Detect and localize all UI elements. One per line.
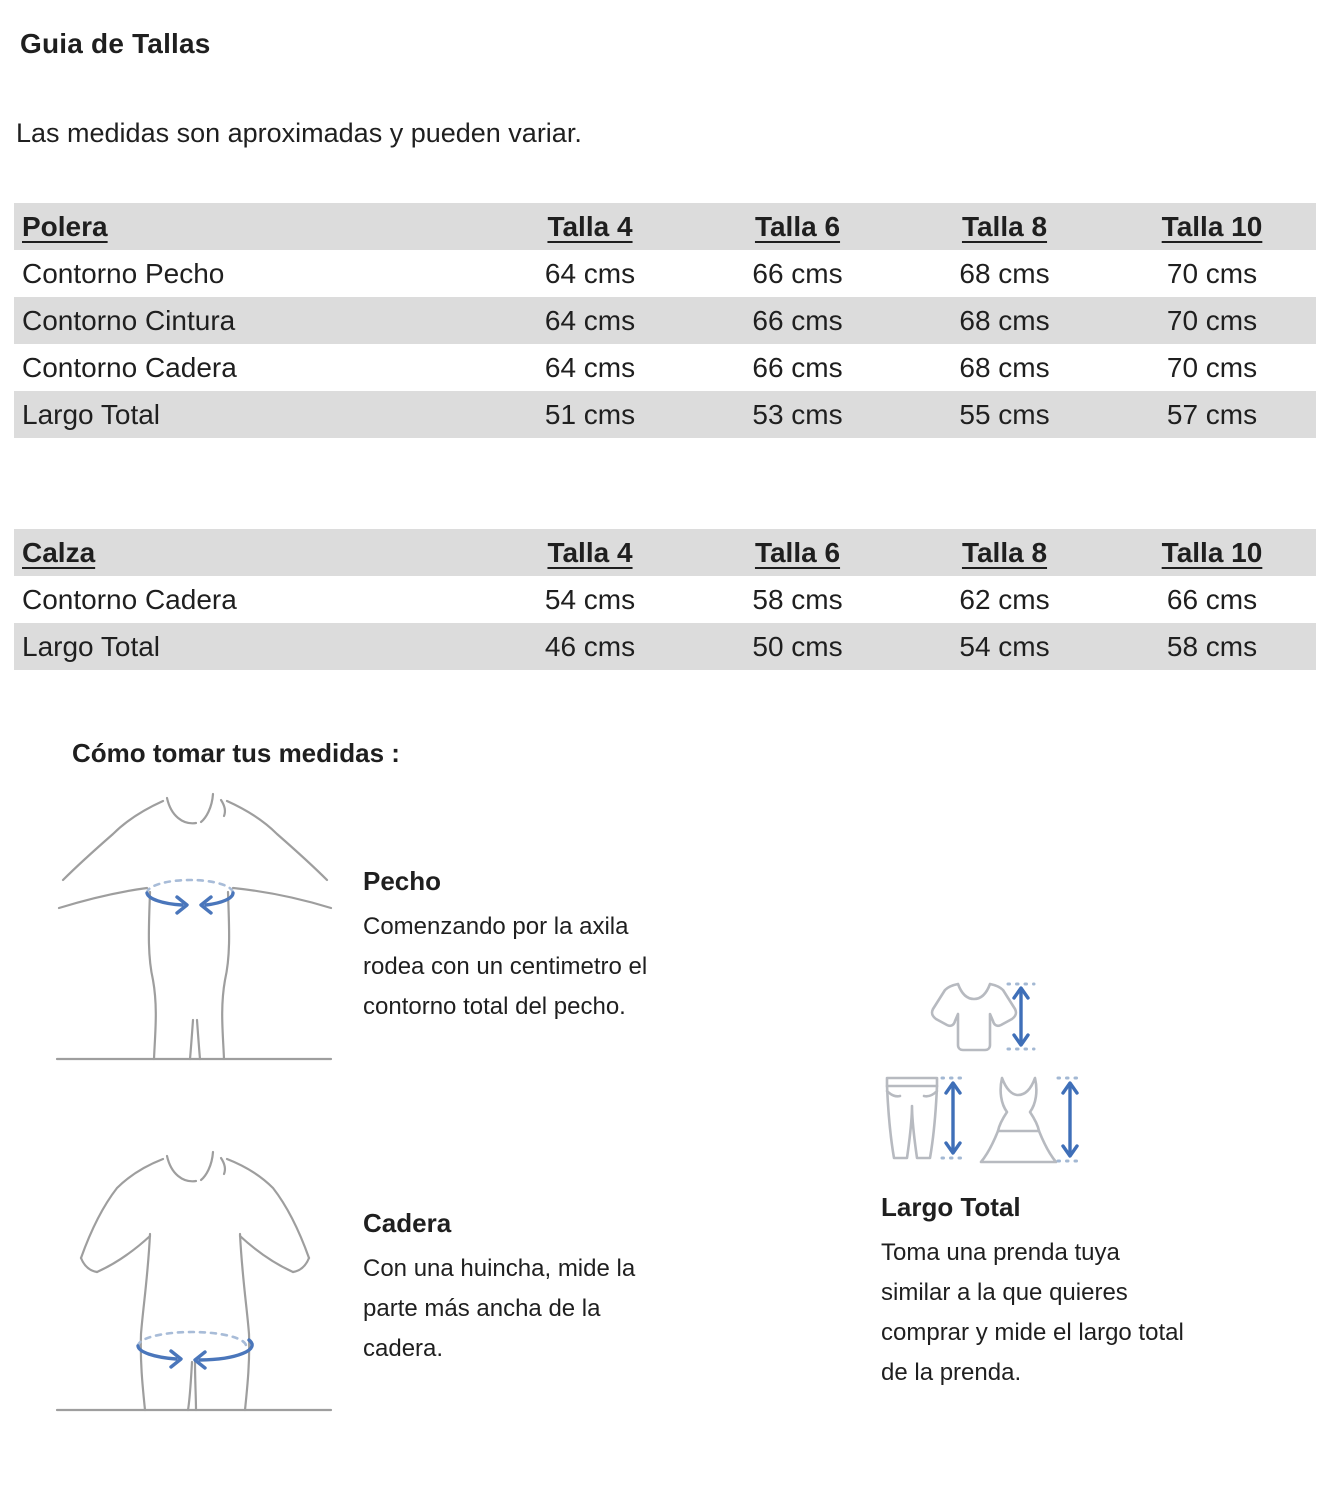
cell-value: 68 cms [959, 257, 1050, 289]
cell-value: 66 cms [752, 257, 843, 289]
largo-total-title: Largo Total [881, 1192, 1021, 1222]
chest-tape-ellipse [147, 880, 233, 913]
cell-value: 57 cms [1166, 398, 1258, 430]
pecho-text-line: Comenzando por la axila [363, 913, 629, 940]
hip-measure-diagram [55, 1148, 335, 1416]
cadera-title: Cadera [363, 1208, 452, 1238]
cadera-text-line: Con una huincha, mide la [363, 1255, 636, 1282]
table-row [14, 391, 1316, 438]
pecho-text-line: contorno total del pecho. [363, 993, 626, 1020]
cell-value: 70 cms [1166, 351, 1258, 383]
row-label: Contorno Pecho [22, 257, 225, 289]
cell-value: 64 cms [544, 257, 636, 289]
tshirt-icon [932, 984, 1016, 1050]
col-header-talla-4: Talla 4 [547, 536, 633, 568]
col-header-talla-6: Talla 6 [754, 210, 841, 242]
table-row [14, 297, 1316, 344]
table-row [14, 250, 1316, 297]
col-header-talla-6: Talla 6 [754, 536, 841, 568]
cell-value: 55 cms [959, 398, 1050, 430]
row-label: Contorno Cadera [22, 351, 237, 383]
cell-value: 64 cms [544, 304, 636, 336]
cell-value: 51 cms [544, 398, 636, 430]
row-label: Largo Total [22, 398, 161, 430]
intro-text: Las medidas son aproximadas y pueden variar. [16, 118, 582, 148]
cadera-section [363, 1208, 733, 1369]
dress-length-arrow [1058, 1078, 1082, 1161]
calza-size-table [14, 529, 1316, 670]
cell-value: 53 cms [752, 398, 843, 430]
table-row [14, 576, 1316, 623]
cell-value: 70 cms [1166, 304, 1258, 336]
row-label: Contorno Cadera [22, 583, 237, 615]
cell-value: 68 cms [959, 304, 1050, 336]
row-label: Contorno Cintura [22, 304, 236, 336]
pecho-title: Pecho [363, 866, 442, 896]
cell-value: 54 cms [544, 583, 636, 615]
col-header-talla-8: Talla 8 [961, 536, 1048, 568]
calza-header-row [14, 529, 1316, 576]
cell-value: 46 cms [544, 630, 636, 662]
garment-length-icons [870, 965, 1090, 1200]
dress-icon [981, 1078, 1056, 1162]
cell-value: 58 cms [1166, 630, 1258, 662]
largo-text-line: de la prenda. [881, 1359, 1022, 1386]
page-title: Guia de Tallas [20, 28, 211, 59]
chest-measure-diagram [55, 792, 335, 1070]
tshirt-length-arrow [1008, 984, 1034, 1049]
col-header-talla-4: Talla 4 [547, 210, 633, 242]
col-header-talla-10: Talla 10 [1161, 210, 1263, 242]
calza-table-name: Calza [22, 536, 96, 568]
cell-value: 68 cms [959, 351, 1050, 383]
cell-value: 66 cms [752, 351, 843, 383]
largo-text-line: comprar y mide el largo total [881, 1319, 1184, 1346]
polera-size-table [14, 203, 1316, 438]
cadera-text-line: parte más ancha de la [363, 1295, 601, 1322]
table-row [14, 344, 1316, 391]
col-header-talla-10: Talla 10 [1161, 536, 1263, 568]
largo-text-line: similar a la que quieres [881, 1279, 1128, 1306]
cell-value: 54 cms [959, 630, 1050, 662]
polera-header-row [14, 203, 1316, 250]
cell-value: 62 cms [959, 583, 1050, 615]
polera-table-name: Polera [22, 210, 108, 242]
largo-total-section [881, 1192, 1251, 1393]
cell-value: 58 cms [752, 583, 843, 615]
table-row [14, 623, 1316, 670]
pecho-text-line: rodea con un centimetro el [363, 953, 648, 980]
cell-value: 50 cms [752, 630, 843, 662]
largo-text-line: Toma una prenda tuya [881, 1239, 1120, 1266]
how-to-measure-heading: Cómo tomar tus medidas : [72, 738, 400, 768]
col-header-talla-8: Talla 8 [961, 210, 1048, 242]
cell-value: 70 cms [1166, 257, 1258, 289]
cell-value: 66 cms [752, 304, 843, 336]
pants-length-arrow [942, 1078, 964, 1158]
cell-value: 66 cms [1166, 583, 1258, 615]
pants-icon [887, 1078, 937, 1158]
row-label: Largo Total [22, 630, 161, 662]
cadera-text-line: cadera. [363, 1335, 444, 1362]
cell-value: 64 cms [544, 351, 636, 383]
pecho-section [363, 866, 733, 1027]
